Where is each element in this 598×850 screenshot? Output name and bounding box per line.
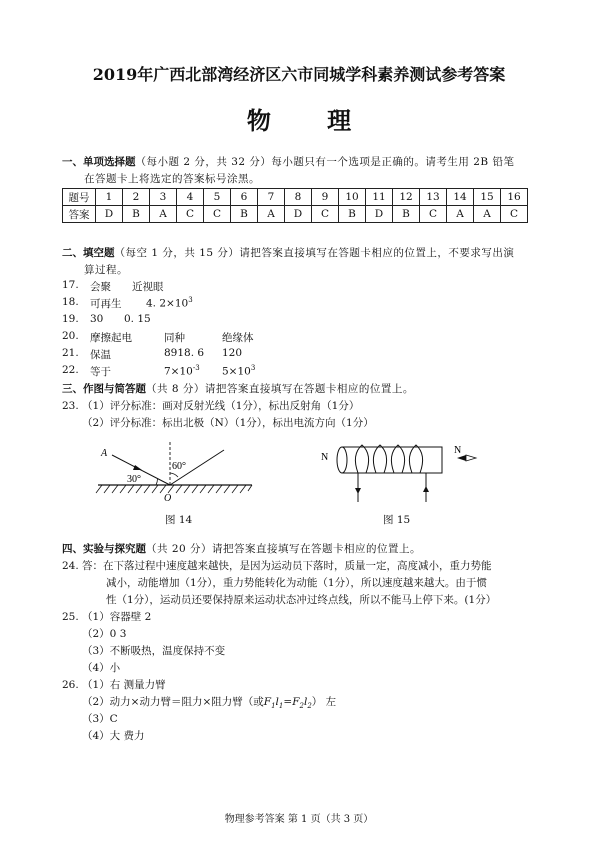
label-a: A	[101, 448, 108, 459]
formula: $F_1l_1=F_2l_2$	[263, 696, 312, 711]
answer-a: 会聚	[90, 281, 111, 293]
current-down-arrow-icon	[355, 488, 361, 494]
section-2-note: （每空 1 分，共 15 分）请把答案直接填写在答题卡相应的位置上，不要求写出演	[114, 247, 515, 259]
answer-b: 0. 15	[124, 313, 151, 325]
answer-c: 绝缘体	[222, 332, 254, 344]
section-1-line	[62, 154, 514, 169]
compass-n-label: N	[454, 445, 462, 456]
item-number: 22.	[62, 364, 79, 376]
q25-number: 25.	[62, 611, 79, 623]
q26-part-3: （3）C	[82, 713, 118, 725]
question-number: 8	[285, 189, 312, 206]
q26-part-1: （1）右 测量力臂	[82, 679, 166, 691]
answer-cell: D	[285, 206, 312, 223]
q24-text-2: 减小，动能增加（1分），重力势能转化为动能（1分），所以速度越来越大。由于惯	[106, 577, 487, 589]
page-footer: 物理参考答案 第 1 页（共 3 页）	[224, 814, 374, 825]
answer-cell: C	[420, 206, 447, 223]
question-number: 15	[474, 189, 501, 206]
section-1-heading: 一、单项选择题	[62, 156, 136, 168]
answer-cell: A	[447, 206, 474, 223]
question-number: 14	[447, 189, 474, 206]
answer-cell: B	[231, 206, 258, 223]
q26-part-4: （4）大 费力	[82, 730, 145, 742]
label-o: O	[164, 493, 172, 504]
q25-part-2: （2）0 3	[82, 628, 127, 640]
figure-14-reflection-diagram	[92, 436, 267, 504]
answer-a: 摩擦起电	[90, 332, 132, 344]
answer-c: 120	[222, 347, 243, 359]
q23-part-2: （2）评分标准：标出北极（N）（1分），标出电流方向（1分）	[82, 417, 374, 429]
question-number: 7	[258, 189, 285, 206]
answer-cell: C	[312, 206, 339, 223]
answer-cell: D	[96, 206, 123, 223]
answer-cell: A	[150, 206, 177, 223]
section-1-note-cont: 在答题卡上将选定的答案标号涂黑。	[84, 173, 260, 185]
answer-a: 保温	[90, 349, 111, 361]
question-number: 9	[312, 189, 339, 206]
q23-number: 23.	[62, 400, 79, 412]
document-title: 2019年广西北部湾经济区六市同城学科素养测试参考答案	[92, 65, 506, 84]
current-up-arrow-icon	[423, 486, 429, 492]
answer-table-answer-row	[63, 206, 528, 223]
answer-cell: B	[339, 206, 366, 223]
question-number: 2	[123, 189, 150, 206]
answer-b: 近视眼	[132, 281, 164, 293]
figure-15-caption: 图 15	[383, 514, 411, 526]
q24-text-3: 性（1分），运动员还要保持原来运动状态冲过终点线，所以不能马上停下来。(1分）	[106, 594, 497, 606]
answer-cell: B	[393, 206, 420, 223]
q26-number: 26.	[62, 679, 79, 691]
answer-cell: D	[366, 206, 393, 223]
angle-30-label: 30°	[127, 474, 141, 485]
list-item	[62, 347, 243, 361]
list-item	[62, 330, 254, 344]
q24-number: 24.	[62, 560, 79, 572]
answer-b: 8918. 6	[164, 347, 205, 359]
answer-b: 4. $2\times 10^3$	[146, 296, 193, 310]
q24-line-1	[62, 558, 492, 573]
answer-cell: C	[204, 206, 231, 223]
q25-part-1: （1）容器壁 2	[82, 611, 152, 623]
question-number: 4	[177, 189, 204, 206]
list-item	[62, 296, 193, 310]
answer-cell: A	[474, 206, 501, 223]
section-3-line	[62, 381, 414, 396]
core-end-cap	[337, 447, 347, 473]
answer-cell: B	[123, 206, 150, 223]
mirror-hatching	[96, 485, 252, 493]
item-number: 21.	[62, 347, 79, 359]
answer-table-number-row	[63, 189, 528, 206]
incident-angle-arc	[156, 479, 158, 486]
section-4-line	[62, 541, 421, 556]
question-number: 11	[366, 189, 393, 206]
question-number: 12	[393, 189, 420, 206]
q25-part-3: （3）不断吸热，温度保持不变	[82, 645, 226, 657]
question-number: 10	[339, 189, 366, 206]
incident-arrow-icon	[133, 465, 142, 470]
section-2-line	[62, 245, 514, 260]
section-2-heading: 二、填空题	[62, 247, 115, 259]
answer-cell: C	[501, 206, 528, 223]
question-number: 16	[501, 189, 528, 206]
answer-a: 可再生	[90, 298, 122, 310]
list-item	[62, 313, 151, 325]
question-number: 6	[231, 189, 258, 206]
answer-cell: A	[258, 206, 285, 223]
section-3-heading: 三、作图与简答题	[62, 383, 146, 395]
section-2-note-cont: 算过程。	[84, 264, 128, 276]
subject-heading: 物 理	[246, 106, 376, 135]
q25-part-4: （4）小	[82, 662, 121, 674]
section-4-heading: 四、实验与探究题	[62, 543, 146, 555]
figure-14-caption: 图 14	[165, 514, 193, 526]
number-row-label: 题号	[63, 189, 96, 206]
section-1-note: （每小题 2 分，共 32 分）每小题只有一个选项是正确的。请考生用 2B 铅笔	[135, 156, 515, 168]
answer-b: 同种	[164, 332, 185, 344]
figure-15-solenoid-diagram	[318, 440, 478, 508]
q23-part-1: （1）评分标准：画对反射光线（1分），标出反射角（1分）	[82, 400, 360, 412]
reflection-angle-arc	[170, 473, 178, 477]
item-number: 17.	[62, 279, 79, 291]
question-number: 3	[150, 189, 177, 206]
angle-60-label: 60°	[172, 461, 186, 472]
list-item	[62, 279, 164, 293]
section-3-note: （共 8 分）请把答案直接填写在答题卡相应的位置上。	[146, 383, 414, 395]
section-4-note: （共 20 分）请把答案直接填写在答题卡相应的位置上。	[146, 543, 422, 555]
answer-a: 30	[90, 313, 104, 325]
answer-c: $5\times 10^3$	[222, 364, 256, 378]
q26-part-2: （2）动力×动力臂＝阻力×阻力臂（或$F_1l_1=F_2l_2$） 左	[82, 696, 337, 711]
question-number: 5	[204, 189, 231, 206]
q23-line-1	[62, 398, 359, 413]
q26-line-1	[62, 677, 166, 692]
north-pole-label: N	[321, 452, 329, 463]
answer-cell: C	[177, 206, 204, 223]
answer-table	[62, 188, 528, 223]
question-number: 1	[96, 189, 123, 206]
q24-text-1: 答：在下落过程中速度越来越快，是因为运动员下落时，质量一定，高度减小，重力势能	[82, 560, 492, 572]
item-number: 18.	[62, 296, 79, 308]
item-number: 19.	[62, 313, 79, 325]
answer-a: 等于	[90, 366, 111, 378]
question-number: 13	[420, 189, 447, 206]
q25-line-1	[62, 609, 151, 624]
answer-row-label: 答案	[63, 206, 96, 223]
answer-b: $7\times 10^{-3}$	[164, 364, 200, 378]
item-number: 20.	[62, 330, 79, 342]
list-item	[62, 364, 256, 378]
